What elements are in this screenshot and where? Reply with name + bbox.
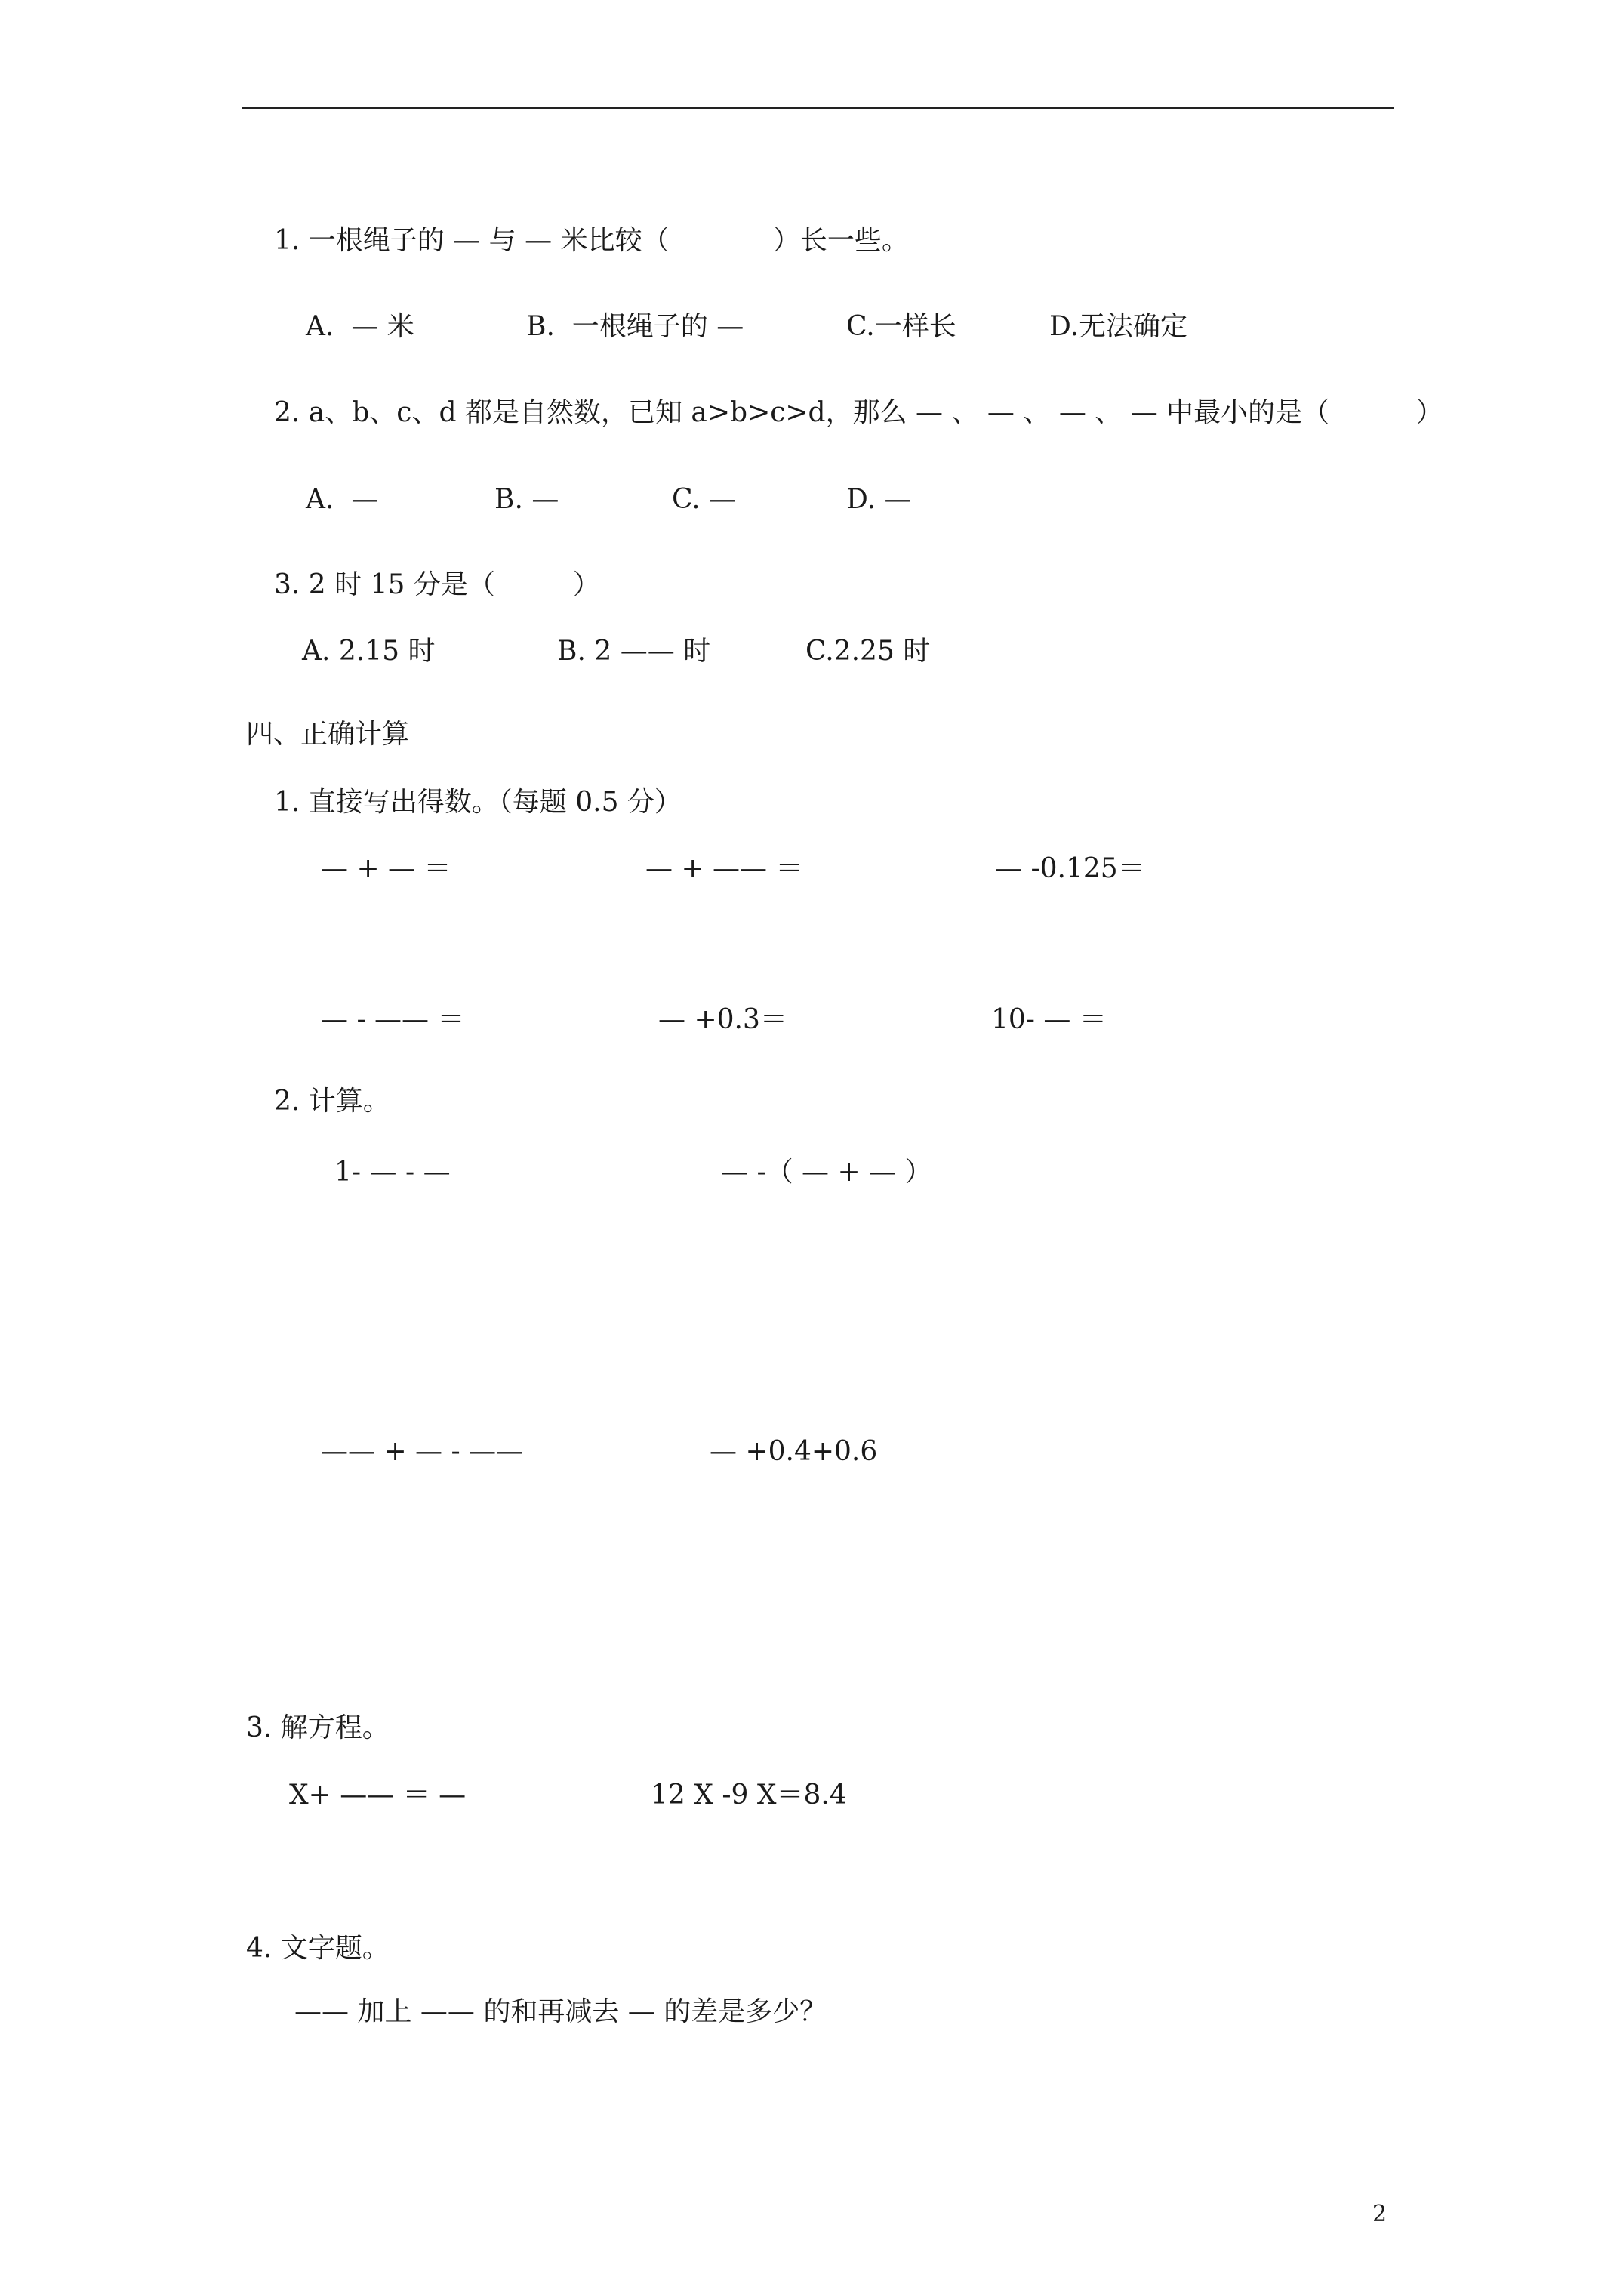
question-2-option-b: B. — (494, 484, 559, 515)
question-2-option-a: A. — (306, 484, 379, 515)
question-1-option-b: B. 一根绳子的 — (526, 311, 744, 342)
calc-problem-2: — -（ — + — ） (721, 1157, 932, 1188)
oral-calc-6: 10- — ＝ (991, 1004, 1107, 1035)
oral-calc-1: — + — ＝ (321, 853, 451, 884)
calc-problem-4: — +0.4+0.6 (710, 1436, 878, 1467)
oral-calc-4: — - —— ＝ (321, 1004, 465, 1035)
subsection-4-1: 1. 直接写出得数。（每题 0.5 分） (274, 787, 682, 818)
question-2: 2. a、b、c、d 都是自然数，已知 a>b>c>d，那么 — 、 — 、 — 、 — 中最小的是（ ） (274, 397, 1443, 428)
word-problem: —— 加上 —— 的和再减去 — 的差是多少？ (294, 1996, 827, 2027)
question-2-option-d: D. — (846, 484, 912, 515)
question-1-option-d: D.无法确定 (1049, 311, 1188, 342)
calc-problem-3: —— + — - —— (321, 1436, 524, 1467)
oral-calc-3: — -0.125＝ (995, 853, 1145, 884)
question-1-option-c: C.一样长 (846, 311, 956, 342)
question-1: 1. 一根绳子的 — 与 — 米比较（ ）长一些。 (274, 225, 909, 256)
section-4-title: 四、正确计算 (246, 719, 410, 750)
calc-problem-1: 1- — - — (334, 1157, 451, 1188)
subsection-4-3: 3. 解方程。 (246, 1712, 390, 1743)
oral-calc-2: — + —— ＝ (645, 853, 803, 884)
equation-1: X+ —— ＝ — (289, 1780, 467, 1811)
question-3-option-a: A. 2.15 时 (302, 636, 436, 667)
question-2-option-c: C. — (672, 484, 737, 515)
equation-2: 12 X -9 X＝8.4 (651, 1780, 847, 1811)
question-3-option-c: C.2.25 时 (805, 636, 931, 667)
page-number: 2 (1372, 2201, 1387, 2227)
question-3-option-b: B. 2 —— 时 (557, 636, 711, 667)
subsection-4-2: 2. 计算。 (274, 1086, 390, 1117)
oral-calc-5: — +0.3＝ (658, 1004, 787, 1035)
header-rule (242, 107, 1394, 109)
question-3: 3. 2 时 15 分是（ ） (274, 569, 600, 600)
question-1-option-a: A. — 米 (306, 311, 414, 342)
subsection-4-4: 4. 文字题。 (246, 1933, 390, 1964)
